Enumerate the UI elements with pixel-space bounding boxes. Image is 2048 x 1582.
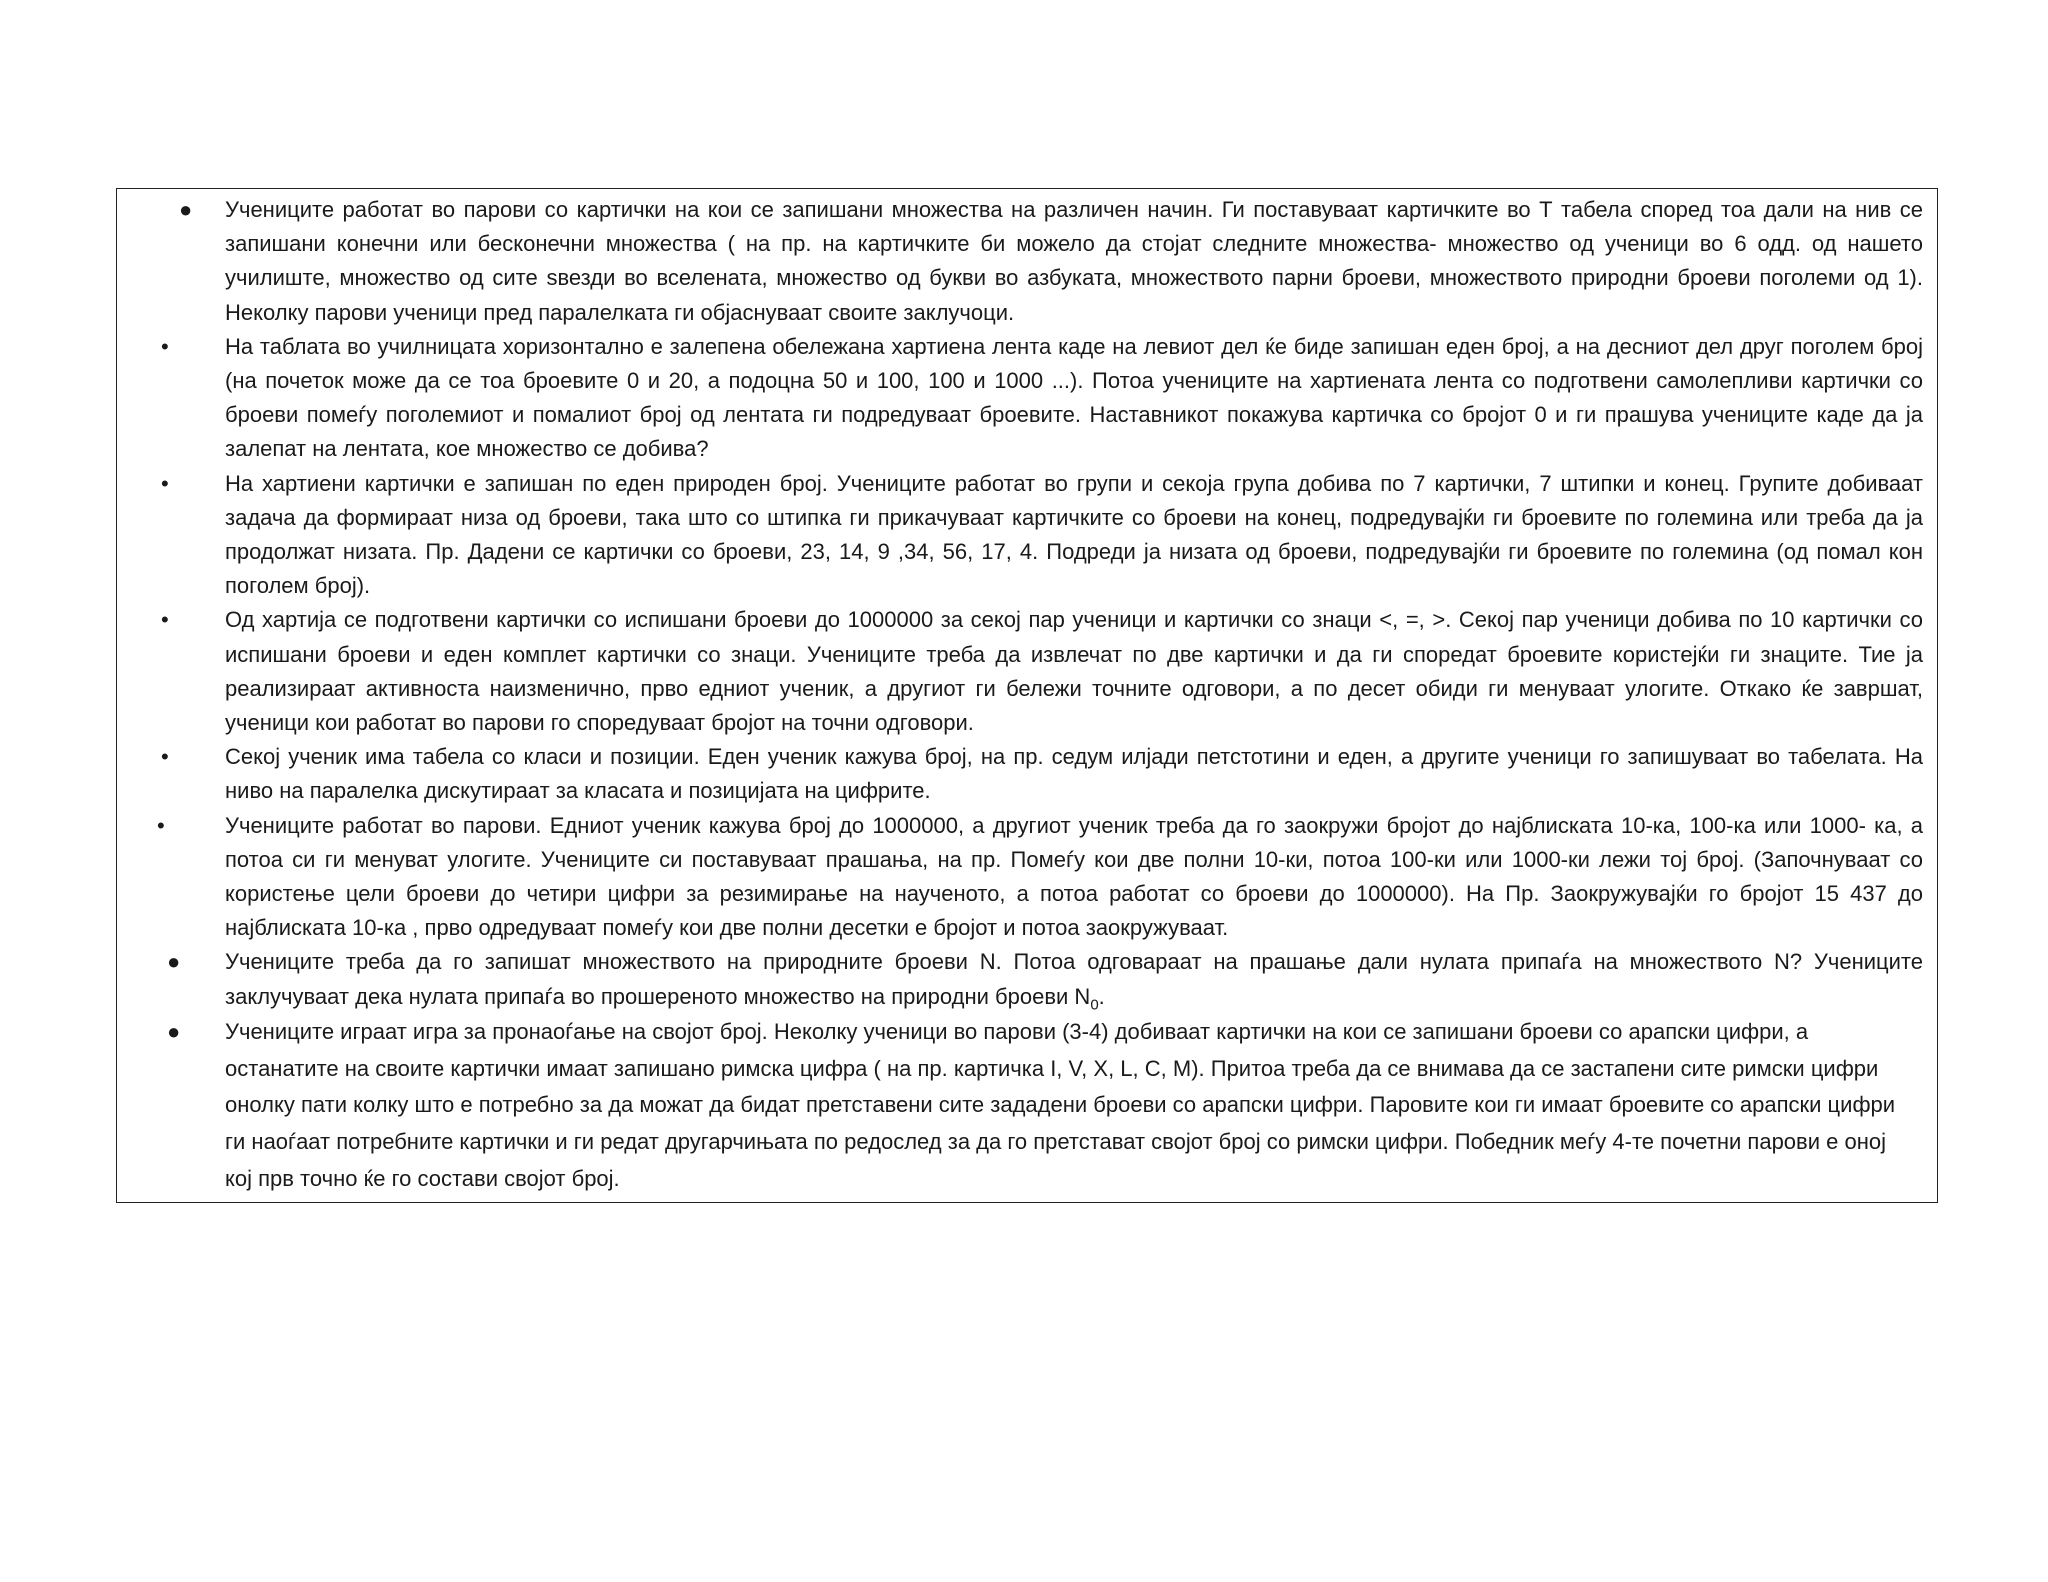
bullet-icon: ● [179, 197, 193, 222]
list-item-text: Учениците треба да го запишат множеството на природните броеви N. Потоа одговараат на прашање дали нулата припаѓа на множеството N? Учениците заклучуваат дека нулата припаѓа во прошереното множество на природни броеви N [225, 949, 1923, 1009]
list-item [117, 330, 1923, 467]
list-item [117, 740, 1923, 808]
list-item [117, 1014, 1923, 1198]
bullet-icon: • [161, 470, 169, 496]
list-item-text: Учениците играат игра за пронаоѓање на својот број. Неколку ученици во парови (3-4) добиваат картички на кои се запишани броеви со арапски цифри, а останатите на своите картички имаат запишано римска цифра ( на пр. картичка I, V, X, L, C, M). Притоа треба да се внимава да се застапени сите римски цифри онолку пати колку што е потребно за да можат да бидат претставени сите зададени броеви со арапски цифри. Паровите кои ги имаат броевите со арапски цифри ги наоѓаат потребните картички и ги редат другарчињата по редослед за да го претстават својот број со римски цифри. Победник меѓу 4-те почетни парови е оној кој прв точно ќе го состави својот број. [225, 1018, 1896, 1192]
list-item [117, 945, 1923, 1013]
list-item-text: Учениците работат во парови. Едниот ученик кажува број до 1000000, а другиот ученик треба да го заокружи бројот до најблиската 10-ка, 100-ка или 1000- ка, а потоа си ги менуват улогите. Учениците си поставуваат прашања, на пр. Помеѓу кои две полни 10-ки, потоа 100-ки или 1000-ки лежи тој број. (Започнуваат со користење цели броеви до четири цифри за резимирање на наученото, а потоа работат со броеви до 1000000). На Пр. Заокружувајќи го бројот 15 437 до најблиската 10-ка , прво одредуваат помеѓу кои две полни десетки е бројот и потоа заокружуваат. [225, 812, 1923, 941]
bullet-icon: • [161, 333, 169, 359]
bullet-icon: ● [167, 1018, 181, 1044]
list-item-suffix: . [1098, 983, 1105, 1009]
list-item [117, 467, 1923, 604]
list-item-text: На хартиени картички е запишан по еден природен број. Учениците работат во групи и секоја група добива по 7 картички, 7 штипки и конец. Групите добиваат задача да формираат низа од броеви, така што со штипка ги прикачуваат картичките со броеви на конец, подредувајќи ги броевите по големина или треба да ја продолжат низата. Пр. Дадени се картички со броеви, 23, 14, 9 ,34, 56, 17, 4. Подреди ја низата од броеви, подредувајќи ги броевите по големина (од помал кон поголем број). [225, 470, 1923, 599]
list-item [117, 603, 1923, 740]
activity-list [117, 193, 1923, 1198]
bullet-icon: • [161, 744, 169, 770]
activity-box [116, 188, 1938, 1203]
bullet-icon: • [157, 812, 165, 838]
list-item [117, 809, 1923, 946]
subscript-zero: 0 [1090, 996, 1099, 1014]
list-item-text: Секој ученик има табела со класи и позиции. Еден ученик кажува број, на пр. седум илјади петстотини и еден, а другите ученици го запишуваат во табелата. На ниво на паралелка дискутираат за класата и позицијата на цифрите. [225, 744, 1923, 804]
list-item-text: Учениците работат во парови со картички на кои се запишани множества на различен начин. Ги поставуваат картичките во Т табела според тоа дали на нив се запишани конечни или бесконечни множества ( на пр. на картичките би можело да стојат следните множества- множество од ученици во 6 одд. од нашето училиште, множество од сите ѕвезди во вселената, множество од букви во азбуката, множеството парни броеви, множеството природни броеви поголеми од 1). Неколку парови ученици пред паралелката ги објаснуваат своите заклучоци. [225, 197, 1923, 325]
bullet-icon: ● [167, 949, 181, 975]
bullet-icon: • [161, 607, 169, 633]
list-item [117, 193, 1923, 330]
list-item-text: На таблата во училницата хоризонтално е залепена обележана хартиена лента каде на левиот дел ќе биде запишан еден број, а на десниот дел друг поголем број (на почеток може да се тоа броевите 0 и 20, а подоцна 50 и 100, 100 и 1000 ...). Потоа учениците на хартиената лента со подготвени самолепливи картички со броеви помеѓу поголемиот и помалиот број од лентата ги подредуваат броевите. Наставникот покажува картичка со бројот 0 и ги прашува учениците каде да ја залепат на лентата, кое множество се добива? [225, 333, 1923, 462]
list-item-text: Од хартија се подготвени картички со испишани броеви до 1000000 за секој пар ученици и картички со знаци <, =, >. Секој пар ученици добива по 10 картички со испишани броеви и еден комплет картички со знаци. Учениците треба да извлечат по две картички и да ги споредат броевите користејќи ги знаците. Тие ја реализираат активноста наизменично, прво едниот ученик, а другиот ги бележи точните одговори, а по десет обиди ги менуваат улогите. Откако ќе завршат, ученици кои работат во парови го споредуваат бројот на точни одговори. [225, 607, 1923, 736]
